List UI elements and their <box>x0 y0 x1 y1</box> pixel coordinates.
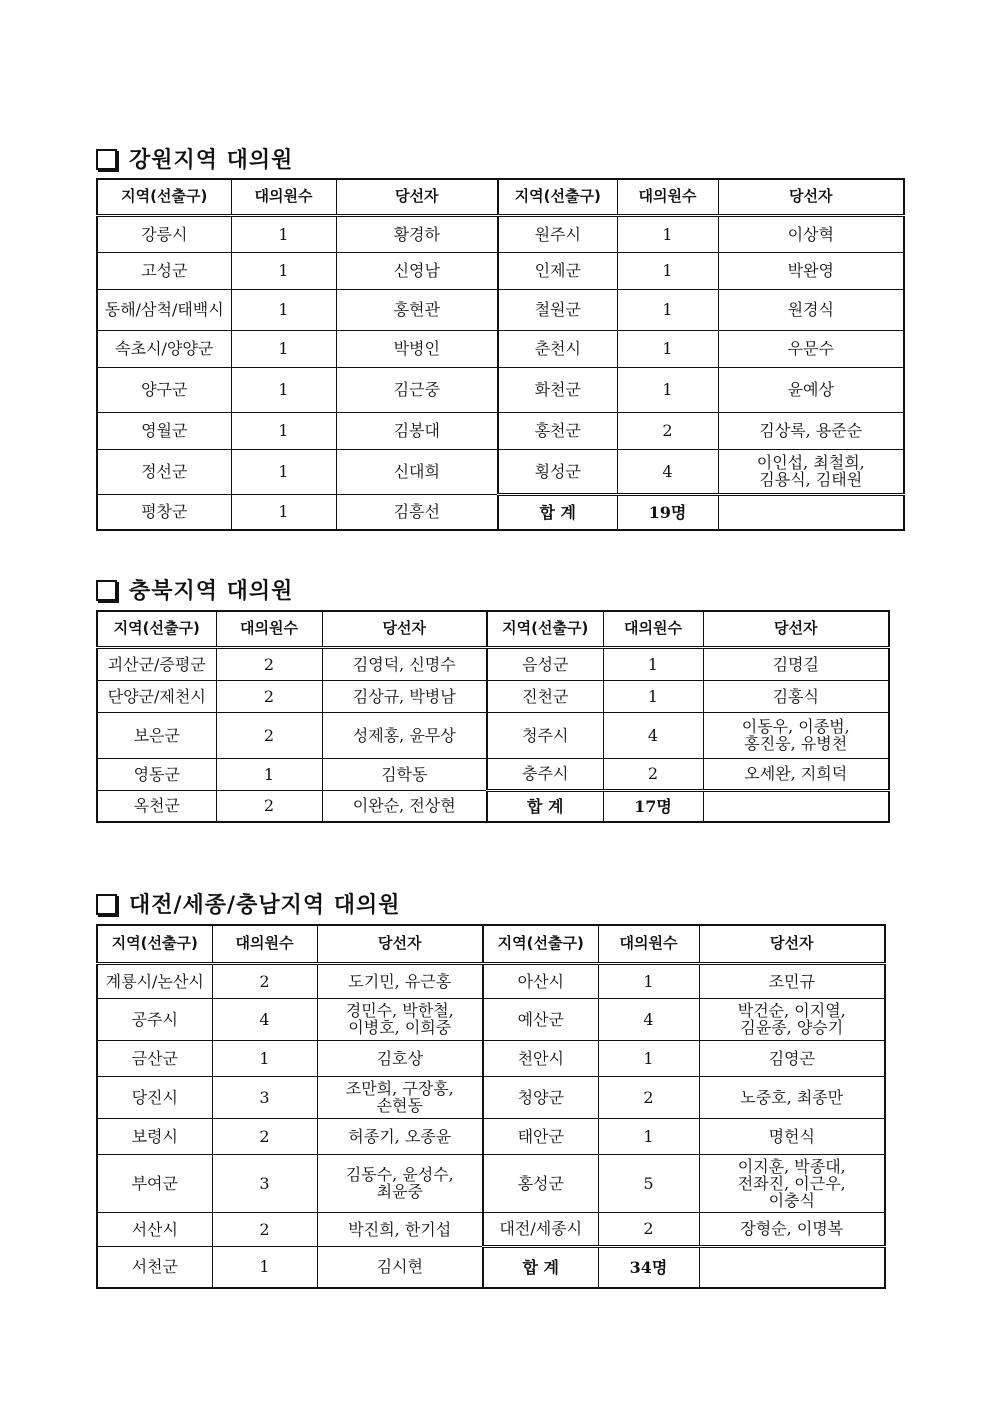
cell-region: 대전/세종시 <box>483 1212 598 1246</box>
cell-elected: 김근중 <box>336 367 498 412</box>
cell-elected: 윤예상 <box>718 367 904 412</box>
cell-elected: 이인섭, 최철희, 김용식, 김태원 <box>718 449 904 494</box>
cell-elected: 경민수, 박한철, 이병호, 이희중 <box>317 998 483 1040</box>
column-header-delegate-count: 대의원수 <box>603 611 703 647</box>
cell-elected: 이동우, 이종범, 홍진웅, 유병천 <box>703 712 889 758</box>
cell-delegate-count: 1 <box>231 494 336 530</box>
table-row <box>97 1076 885 1118</box>
cell-region: 횡성군 <box>498 449 617 494</box>
column-header-region: 지역(선출구) <box>498 179 617 215</box>
cell-elected: 김호상 <box>317 1040 483 1076</box>
checkbox-square-icon <box>96 580 117 601</box>
cell-region: 강릉시 <box>97 215 231 252</box>
section-title-gangwon <box>96 143 293 174</box>
cell-elected: 도기민, 유근홍 <box>317 963 483 998</box>
cell-delegate-count: 1 <box>231 367 336 412</box>
cell-elected: 김영덕, 신명수 <box>322 647 487 680</box>
cell-delegate-count: 1 <box>617 252 718 289</box>
cell-elected: 김시현 <box>317 1246 483 1288</box>
cell-region: 서천군 <box>97 1246 212 1288</box>
cell-elected: 황경하 <box>336 215 498 252</box>
cell-delegate-count: 2 <box>216 790 322 822</box>
cell-region: 양구군 <box>97 367 231 412</box>
cell-region: 철원군 <box>498 289 617 330</box>
cell-region: 괴산군/증평군 <box>97 647 216 680</box>
table-row <box>97 680 889 712</box>
checkbox-square-icon <box>96 894 117 915</box>
cell-delegate-count: 1 <box>212 1246 317 1288</box>
table-row <box>97 1040 885 1076</box>
cell-elected: 김학동 <box>322 758 487 790</box>
cell-region: 계룡시/논산시 <box>97 963 212 998</box>
table-row <box>97 412 904 449</box>
cell-delegate-count: 1 <box>212 1040 317 1076</box>
total-label: 합 계 <box>498 494 617 530</box>
cell-region: 아산시 <box>483 963 598 998</box>
cell-delegate-count: 1 <box>617 215 718 252</box>
section-title-chungbuk <box>96 574 293 605</box>
table-header-row <box>97 611 889 647</box>
cell-delegate-count: 1 <box>617 289 718 330</box>
cell-delegate-count: 2 <box>212 1212 317 1246</box>
cell-delegate-count: 1 <box>231 215 336 252</box>
column-header-region: 지역(선출구) <box>487 611 603 647</box>
table-row <box>97 1118 885 1154</box>
cell-delegate-count: 4 <box>617 449 718 494</box>
table-row <box>97 330 904 367</box>
table-row <box>97 215 904 252</box>
column-header-region: 지역(선출구) <box>483 925 598 963</box>
cell-region: 충주시 <box>487 758 603 790</box>
cell-elected: 허종기, 오종윤 <box>317 1118 483 1154</box>
cell-elected: 신영남 <box>336 252 498 289</box>
cell-elected: 김흥선 <box>336 494 498 530</box>
table-row <box>97 998 885 1040</box>
cell-delegate-count: 2 <box>216 647 322 680</box>
cell-region: 예산군 <box>483 998 598 1040</box>
cell-elected: 명헌식 <box>699 1118 885 1154</box>
cell-elected: 박병인 <box>336 330 498 367</box>
section-title-text: 대전/세종/충남지역 대의원 <box>129 893 401 918</box>
cell-elected: 김홍식 <box>703 680 889 712</box>
cell-elected <box>718 494 904 530</box>
cell-region: 진천군 <box>487 680 603 712</box>
cell-delegate-count: 1 <box>598 1118 699 1154</box>
cell-elected: 김상록, 용준순 <box>718 412 904 449</box>
cell-elected: 오세완, 지희덕 <box>703 758 889 790</box>
cell-delegate-count: 1 <box>603 647 703 680</box>
cell-delegate-count: 2 <box>603 758 703 790</box>
cell-elected: 박완영 <box>718 252 904 289</box>
cell-delegate-count: 1 <box>617 330 718 367</box>
cell-region: 당진시 <box>97 1076 212 1118</box>
table-total-row <box>97 790 889 822</box>
cell-elected: 이완순, 전상현 <box>322 790 487 822</box>
cell-elected: 신대희 <box>336 449 498 494</box>
cell-delegate-count: 1 <box>231 289 336 330</box>
table-row <box>97 758 889 790</box>
cell-delegate-count: 5 <box>598 1154 699 1212</box>
cell-region: 고성군 <box>97 252 231 289</box>
cell-delegate-count: 1 <box>603 680 703 712</box>
column-header-region: 지역(선출구) <box>97 611 216 647</box>
cell-region: 정선군 <box>97 449 231 494</box>
column-header-delegate-count: 대의원수 <box>212 925 317 963</box>
cell-elected: 장형순, 이명복 <box>699 1212 885 1246</box>
column-header-elected: 당선자 <box>699 925 885 963</box>
cell-region: 청양군 <box>483 1076 598 1118</box>
cell-region: 보은군 <box>97 712 216 758</box>
cell-delegate-count: 1 <box>216 758 322 790</box>
total-count: 19명 <box>617 494 718 530</box>
section-title-text: 충북지역 대의원 <box>129 579 294 604</box>
cell-elected: 박건순, 이지열, 김윤종, 양승기 <box>699 998 885 1040</box>
gangwon-delegates-table <box>96 178 905 531</box>
cell-delegate-count: 2 <box>212 963 317 998</box>
cell-delegate-count: 2 <box>617 412 718 449</box>
cell-elected: 이상혁 <box>718 215 904 252</box>
table-row <box>97 252 904 289</box>
daejeon-sejong-chungnam-delegates-table <box>96 924 886 1289</box>
cell-region: 춘천시 <box>498 330 617 367</box>
table-row <box>97 1154 885 1212</box>
cell-elected <box>699 1246 885 1288</box>
cell-elected: 박진희, 한기섭 <box>317 1212 483 1246</box>
cell-elected: 조민규 <box>699 963 885 998</box>
cell-delegate-count: 3 <box>212 1154 317 1212</box>
cell-elected: 이지훈, 박종대, 전좌진, 이근우, 이충식 <box>699 1154 885 1212</box>
total-label: 합 계 <box>483 1246 598 1288</box>
cell-elected: 김봉대 <box>336 412 498 449</box>
column-header-region: 지역(선출구) <box>97 925 212 963</box>
cell-delegate-count: 2 <box>598 1076 699 1118</box>
cell-delegate-count: 3 <box>212 1076 317 1118</box>
cell-elected: 우문수 <box>718 330 904 367</box>
cell-delegate-count: 2 <box>212 1118 317 1154</box>
table-row <box>97 963 885 998</box>
cell-region: 공주시 <box>97 998 212 1040</box>
cell-delegate-count: 2 <box>598 1212 699 1246</box>
cell-region: 부여군 <box>97 1154 212 1212</box>
column-header-region: 지역(선출구) <box>97 179 231 215</box>
column-header-elected: 당선자 <box>322 611 487 647</box>
column-header-elected: 당선자 <box>317 925 483 963</box>
section-title-text: 강원지역 대의원 <box>129 148 294 173</box>
cell-elected: 노중호, 최종만 <box>699 1076 885 1118</box>
cell-region: 인제군 <box>498 252 617 289</box>
cell-delegate-count: 4 <box>212 998 317 1040</box>
cell-delegate-count: 1 <box>617 367 718 412</box>
total-label: 합 계 <box>487 790 603 822</box>
cell-elected: 원경식 <box>718 289 904 330</box>
table-total-row <box>97 494 904 530</box>
cell-region: 보령시 <box>97 1118 212 1154</box>
cell-delegate-count: 1 <box>598 1040 699 1076</box>
cell-region: 평창군 <box>97 494 231 530</box>
table-header-row <box>97 179 904 215</box>
cell-delegate-count: 4 <box>603 712 703 758</box>
chungbuk-delegates-table <box>96 610 890 823</box>
cell-elected: 성제홍, 윤무상 <box>322 712 487 758</box>
cell-region: 금산군 <box>97 1040 212 1076</box>
total-count: 34명 <box>598 1246 699 1288</box>
table-total-row <box>97 1246 885 1288</box>
cell-region: 음성군 <box>487 647 603 680</box>
cell-delegate-count: 1 <box>598 963 699 998</box>
cell-elected: 김명길 <box>703 647 889 680</box>
cell-elected: 김동수, 윤성수, 최윤중 <box>317 1154 483 1212</box>
cell-region: 천안시 <box>483 1040 598 1076</box>
cell-elected: 김영곤 <box>699 1040 885 1076</box>
column-header-elected: 당선자 <box>703 611 889 647</box>
checkbox-square-icon <box>96 149 117 170</box>
section-title-daejeon-sejong-chungnam <box>96 888 401 919</box>
cell-delegate-count: 1 <box>231 330 336 367</box>
cell-elected: 김상규, 박병남 <box>322 680 487 712</box>
cell-region: 동해/삼척/태백시 <box>97 289 231 330</box>
cell-region: 단양군/제천시 <box>97 680 216 712</box>
cell-region: 태안군 <box>483 1118 598 1154</box>
column-header-elected: 당선자 <box>336 179 498 215</box>
table-row <box>97 289 904 330</box>
table-row <box>97 712 889 758</box>
cell-elected: 홍현관 <box>336 289 498 330</box>
table-row <box>97 1212 885 1246</box>
cell-region: 홍천군 <box>498 412 617 449</box>
cell-elected <box>703 790 889 822</box>
cell-delegate-count: 1 <box>231 449 336 494</box>
cell-region: 영월군 <box>97 412 231 449</box>
cell-region: 홍성군 <box>483 1154 598 1212</box>
cell-elected: 조만희, 구장홍, 손현동 <box>317 1076 483 1118</box>
cell-delegate-count: 1 <box>231 252 336 289</box>
table-row <box>97 647 889 680</box>
table-row <box>97 367 904 412</box>
total-count: 17명 <box>603 790 703 822</box>
column-header-delegate-count: 대의원수 <box>231 179 336 215</box>
table-header-row <box>97 925 885 963</box>
cell-region: 화천군 <box>498 367 617 412</box>
cell-region: 영동군 <box>97 758 216 790</box>
cell-region: 옥천군 <box>97 790 216 822</box>
cell-delegate-count: 1 <box>231 412 336 449</box>
column-header-delegate-count: 대의원수 <box>598 925 699 963</box>
column-header-elected: 당선자 <box>718 179 904 215</box>
cell-region: 청주시 <box>487 712 603 758</box>
cell-delegate-count: 2 <box>216 712 322 758</box>
cell-region: 속초시/양양군 <box>97 330 231 367</box>
table-row <box>97 449 904 494</box>
cell-delegate-count: 4 <box>598 998 699 1040</box>
column-header-delegate-count: 대의원수 <box>216 611 322 647</box>
column-header-delegate-count: 대의원수 <box>617 179 718 215</box>
cell-delegate-count: 2 <box>216 680 322 712</box>
cell-region: 원주시 <box>498 215 617 252</box>
cell-region: 서산시 <box>97 1212 212 1246</box>
